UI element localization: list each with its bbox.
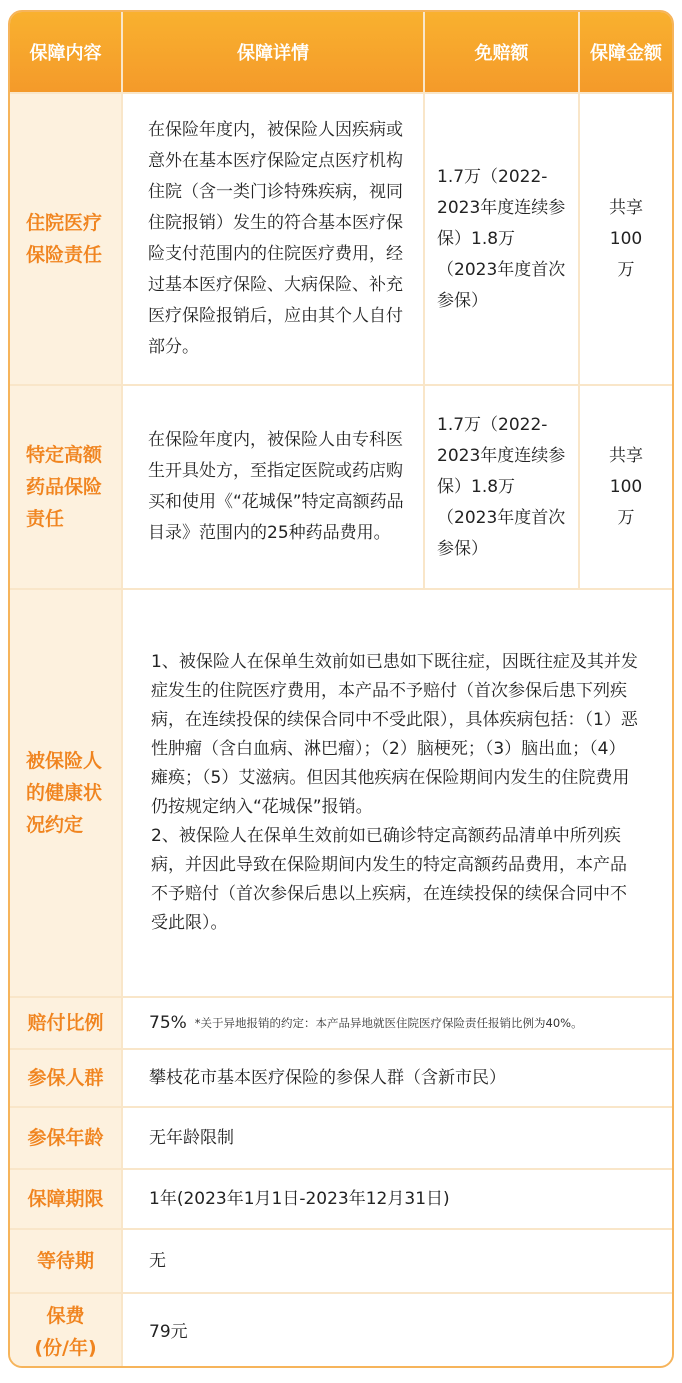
row-label-health: 被保险人的健康状况约定 <box>10 590 121 996</box>
row-label-ratio: 赔付比例 <box>10 998 121 1048</box>
row-amount-drug: 共享100万 <box>580 386 672 588</box>
row-value-premium: 79元 <box>123 1294 672 1368</box>
row-label-inpatient: 住院医疗保险责任 <box>10 94 121 384</box>
row-value-group: 攀枝花市基本医疗保险的参保人群（含新市民） <box>123 1050 672 1106</box>
row-detail-health <box>123 590 672 996</box>
row-label-group: 参保人群 <box>10 1050 121 1106</box>
header-coverage-item: 保障内容 <box>10 12 121 92</box>
row-value-period: 1年(2023年1月1日-2023年12月31日) <box>123 1170 672 1228</box>
health-para-1: 1、被保险人在保单生效前如已患如下既往症，因既往症及其并发症发生的住院医疗费用，本产品不予赔付（首次参保后患下列疾病，在连续投保的续保合同中不受此限），具体疾病包括：（1）恶性肿瘤（含白血病、淋巴瘤）；（2）脑梗死；（3）脑出血；（4）瘫痪；（5）艾滋病。但因其他疾病在保险期间内发生的住院费用仍按规定纳入“花城保”报销。 <box>151 652 638 817</box>
ratio-note: *关于异地报销的约定：本产品异地就医住院医疗保险责任报销比例为40%。 <box>194 1015 583 1030</box>
row-label-premium: 保费(份/年) <box>10 1294 121 1368</box>
header-coverage-amount: 保障金额 <box>580 12 672 92</box>
row-label-period: 保障期限 <box>10 1170 121 1228</box>
header-coverage-detail: 保障详情 <box>123 12 423 92</box>
row-deductible-drug: 1.7万（2022-2023年度连续参保）1.8万（2023年度首次参保） <box>425 386 578 588</box>
ratio-value: 75% <box>149 1012 187 1033</box>
row-label-age: 参保年龄 <box>10 1108 121 1168</box>
insurance-table <box>8 10 674 1368</box>
row-label-waiting: 等待期 <box>10 1230 121 1292</box>
header-deductible: 免赔额 <box>425 12 578 92</box>
row-amount-inpatient: 共享100万 <box>580 94 672 384</box>
row-detail-inpatient: 在保险年度内，被保险人因疾病或意外在基本医疗保险定点医疗机构住院（含一类门诊特殊疾病，视同住院报销）发生的符合基本医疗保险支付范围内的住院医疗费用，经过基本医疗保险、大病保险、补充医疗保险报销后，应由其个人自付部分。 <box>123 94 423 384</box>
row-value-age: 无年龄限制 <box>123 1108 672 1168</box>
row-detail-drug: 在保险年度内，被保险人由专科医生开具处方，至指定医院或药店购买和使用《“花城保”特定高额药品目录》范围内的25种药品费用。 <box>123 386 423 588</box>
row-label-drug: 特定高额药品保险责任 <box>10 386 121 588</box>
row-value-waiting: 无 <box>123 1230 672 1292</box>
row-deductible-inpatient: 1.7万（2022-2023年度连续参保）1.8万（2023年度首次参保） <box>425 94 578 384</box>
row-value-ratio <box>123 998 672 1048</box>
health-para-2: 2、被保险人在保单生效前如已确诊特定高额药品清单中所列疾病，并因此导致在保险期间内发生的特定高额药品费用，本产品不予赔付（首次参保后患以上疾病，在连续投保的续保合同中不受此限）。 <box>151 826 627 933</box>
